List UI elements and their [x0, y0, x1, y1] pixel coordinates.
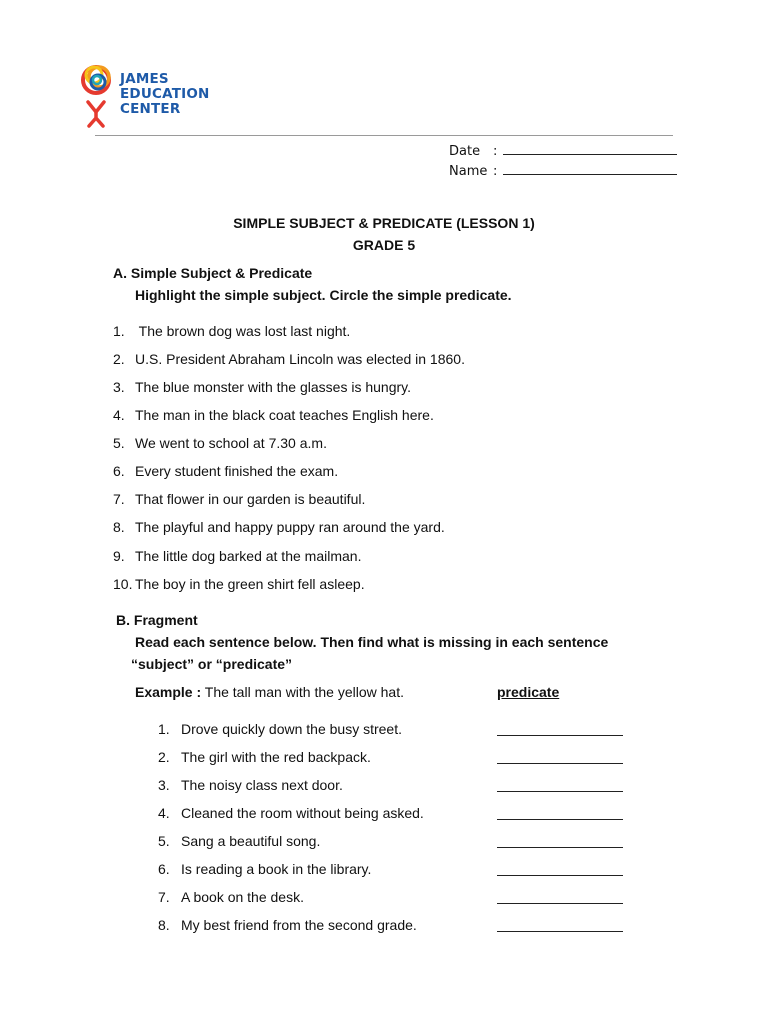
item-text: Sang a beautiful song. — [181, 833, 321, 849]
answer-blank[interactable] — [497, 763, 623, 764]
section-b-item — [158, 777, 628, 793]
section-b-item — [158, 805, 628, 821]
section-b-item — [158, 917, 628, 933]
item-number: 10. — [113, 576, 133, 592]
answer-blank[interactable] — [497, 819, 623, 820]
logo-line-3: CENTER — [120, 101, 181, 117]
item-number: 8. — [113, 519, 125, 535]
item-text: The blue monster with the glasses is hungry. — [135, 379, 411, 395]
item-number: 1. — [113, 323, 125, 339]
worksheet-grade: GRADE 5 — [352, 237, 416, 253]
section-a-instruction: Highlight the simple subject. Circle the simple predicate. — [135, 287, 512, 303]
date-colon: : — [493, 144, 498, 159]
item-number: 2. — [113, 351, 125, 367]
section-a-item — [113, 351, 465, 367]
item-text: Cleaned the room without being asked. — [181, 805, 424, 821]
section-a-item — [113, 519, 445, 535]
item-number: 1. — [158, 721, 170, 737]
section-a-item — [113, 548, 361, 564]
answer-blank[interactable] — [497, 903, 623, 904]
example-row — [135, 684, 635, 700]
name-row — [449, 163, 677, 179]
name-field[interactable] — [503, 163, 677, 175]
item-text: The little dog barked at the mailman. — [135, 548, 362, 564]
item-text: My best friend from the second grade. — [181, 917, 417, 933]
item-number: 5. — [113, 435, 125, 451]
item-number: 4. — [158, 805, 170, 821]
logo-text — [120, 72, 210, 117]
item-number: 3. — [158, 777, 170, 793]
item-number: 8. — [158, 917, 170, 933]
section-b-item — [158, 889, 628, 905]
item-number: 2. — [158, 749, 170, 765]
date-row — [449, 143, 677, 159]
section-b-instruction-1: Read each sentence below. Then find what is missing in each sentence — [135, 634, 609, 650]
item-number: 9. — [113, 548, 125, 564]
item-text: That flower in our garden is beautiful. — [135, 491, 366, 507]
item-number: 3. — [113, 379, 125, 395]
section-a-item — [113, 491, 365, 507]
answer-blank[interactable] — [497, 735, 623, 736]
item-number: 7. — [158, 889, 170, 905]
item-text: The girl with the red backpack. — [181, 749, 371, 765]
item-number: 6. — [113, 463, 125, 479]
logo-line-1: JAMES — [120, 71, 169, 87]
date-label: Date — [449, 144, 481, 159]
name-label: Name — [449, 164, 488, 179]
section-a-item — [113, 323, 350, 339]
section-b-item — [158, 749, 628, 765]
logo-line-2: EDUCATION — [120, 86, 210, 102]
item-number: 7. — [113, 491, 125, 507]
item-number: 4. — [113, 407, 125, 423]
item-number: 6. — [158, 861, 170, 877]
item-number: 5. — [158, 833, 170, 849]
example-label: Example : — [135, 684, 202, 700]
section-b-instruction-2: “subject” or “predicate” — [131, 656, 293, 672]
item-text: Every student finished the exam. — [135, 463, 339, 479]
item-text: Is reading a book in the library. — [181, 861, 372, 877]
answer-blank[interactable] — [497, 931, 623, 932]
section-b-item — [158, 861, 628, 877]
item-text: We went to school at 7.30 a.m. — [135, 435, 327, 451]
item-text: The brown dog was lost last night. — [135, 323, 351, 339]
answer-blank[interactable] — [497, 847, 623, 848]
section-b-item — [158, 833, 628, 849]
section-a-item — [113, 407, 434, 423]
item-text: U.S. President Abraham Lincoln was elected in 1860. — [135, 351, 465, 367]
section-a-item — [113, 463, 338, 479]
item-text: The boy in the green shirt fell asleep. — [135, 576, 365, 592]
item-text: The playful and happy puppy ran around the yard. — [135, 519, 445, 535]
name-colon: : — [493, 164, 498, 179]
answer-blank[interactable] — [497, 875, 623, 876]
item-text: Drove quickly down the busy street. — [181, 721, 402, 737]
date-field[interactable] — [503, 143, 677, 155]
header-divider — [95, 135, 673, 136]
section-a-item — [113, 576, 365, 592]
section-b-heading: B. Fragment — [116, 612, 198, 628]
item-text: The noisy class next door. — [181, 777, 343, 793]
answer-blank[interactable] — [497, 791, 623, 792]
example-answer: predicate — [497, 684, 560, 700]
item-text: The man in the black coat teaches English here. — [135, 407, 434, 423]
example-text: The tall man with the yellow hat. — [201, 684, 404, 700]
logo — [78, 60, 218, 130]
james-education-center-logo-icon — [78, 60, 118, 130]
section-a-heading: A. Simple Subject & Predicate — [113, 265, 313, 281]
section-a-item — [113, 435, 327, 451]
item-text: A book on the desk. — [181, 889, 304, 905]
section-b-item — [158, 721, 628, 737]
section-a-item — [113, 379, 411, 395]
worksheet-title: SIMPLE SUBJECT & PREDICATE (LESSON 1) — [233, 215, 535, 231]
